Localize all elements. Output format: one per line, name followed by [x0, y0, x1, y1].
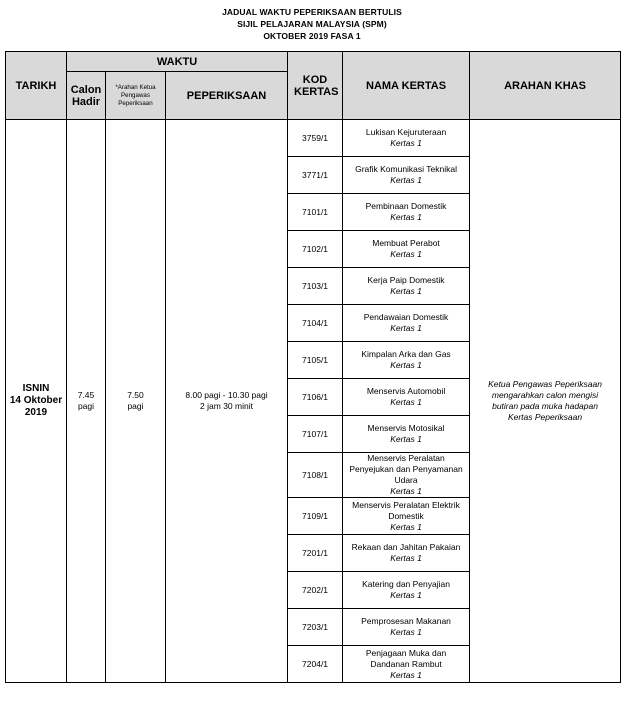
paper-name: Rekaan dan Jahitan Pakaian — [351, 542, 461, 552]
paper-name: Kimpalan Arka dan Gas — [361, 349, 451, 359]
paper-code: 7201/1 — [288, 535, 343, 572]
paper-name-cell — [343, 416, 470, 453]
paper-name-cell — [343, 305, 470, 342]
paper-number: Kertas 1 — [390, 627, 422, 637]
paper-name-cell — [343, 535, 470, 572]
paper-number: Kertas 1 — [390, 434, 422, 444]
paper-name: Menservis Motosikal — [367, 423, 445, 433]
paper-name: Pembinaan Domestik — [365, 201, 447, 211]
paper-code: 7109/1 — [288, 498, 343, 535]
paper-code: 7102/1 — [288, 231, 343, 268]
peperiksaan-cell — [166, 120, 288, 683]
paper-code: 7105/1 — [288, 342, 343, 379]
calon-hadir-cell: 7.45 pagi — [67, 120, 106, 683]
exam-day: ISNIN — [22, 383, 50, 394]
paper-number: Kertas 1 — [390, 590, 422, 600]
title-line-1: JADUAL WAKTU PEPERIKSAAN BERTULIS — [222, 7, 402, 17]
paper-name-cell — [343, 231, 470, 268]
exam-timetable — [5, 51, 621, 683]
paper-name-cell — [343, 268, 470, 305]
paper-number: Kertas 1 — [390, 521, 422, 532]
paper-code: 7108/1 — [288, 453, 343, 498]
paper-name-cell — [343, 453, 470, 498]
col-calon-hadir-header: Calon Hadir — [67, 72, 106, 120]
paper-number: Kertas 1 — [390, 286, 422, 296]
paper-name: Membuat Perabot — [372, 238, 440, 248]
col-peperiksaan-header: PEPERIKSAAN — [166, 72, 288, 120]
paper-code: 7103/1 — [288, 268, 343, 305]
title-line-2: SIJIL PELAJARAN MALAYSIA (SPM) — [237, 19, 387, 29]
paper-name: Menservis Peralatan Penyejukan dan Penyamanan Udara — [349, 453, 463, 485]
paper-code: 7104/1 — [288, 305, 343, 342]
paper-name-cell — [343, 120, 470, 157]
table-row — [6, 120, 621, 157]
paper-name-cell — [343, 646, 470, 683]
col-waktu-header: WAKTU — [67, 52, 288, 72]
paper-code: 7202/1 — [288, 572, 343, 609]
paper-name: Kerja Paip Domestik — [367, 275, 445, 285]
paper-number: Kertas 1 — [390, 249, 422, 259]
col-arahan-khas-header: ARAHAN KHAS — [470, 52, 621, 120]
paper-name: Katering dan Penyajian — [362, 579, 450, 589]
paper-name-cell — [343, 157, 470, 194]
paper-name: Penjagaan Muka dan Dandanan Rambut — [365, 647, 447, 669]
paper-name-cell — [343, 609, 470, 646]
paper-number: Kertas 1 — [390, 553, 422, 563]
paper-name: Grafik Komunikasi Teknikal — [355, 164, 457, 174]
paper-code: 7203/1 — [288, 609, 343, 646]
arahan-khas-cell: Ketua Pengawas Peperiksaan mengarahkan calon mengisi butiran pada muka hadapan Kertas Peperiksaan — [470, 120, 621, 683]
paper-name: Lukisan Kejuruteraan — [365, 127, 447, 137]
paper-number: Kertas 1 — [390, 486, 422, 496]
col-tarikh-header: TARIKH — [6, 52, 67, 120]
exam-date: 14 Oktober 2019 — [9, 395, 63, 418]
paper-number: Kertas 1 — [390, 138, 422, 148]
paper-number: Kertas 1 — [390, 323, 422, 333]
paper-name: Menservis Automobil — [366, 386, 446, 396]
paper-code: 7204/1 — [288, 646, 343, 683]
title-line-3: OKTOBER 2019 FASA 1 — [263, 31, 361, 41]
col-kod-header: KOD KERTAS — [288, 52, 343, 120]
document-header — [0, 0, 624, 42]
col-arahan-ketua-header: *Arahan Ketua Pengawas Peperiksaan — [106, 72, 166, 120]
exam-time: 8.00 pagi - 10.30 pagi — [185, 390, 268, 400]
paper-code: 3771/1 — [288, 157, 343, 194]
paper-code: 7106/1 — [288, 379, 343, 416]
exam-duration: 2 jam 30 minit — [200, 401, 253, 411]
paper-number: Kertas 1 — [390, 360, 422, 370]
paper-code: 7107/1 — [288, 416, 343, 453]
paper-number: Kertas 1 — [390, 669, 422, 680]
paper-code: 7101/1 — [288, 194, 343, 231]
paper-name-cell — [343, 572, 470, 609]
paper-name: Pendawaian Domestik — [363, 312, 449, 322]
paper-number: Kertas 1 — [390, 212, 422, 222]
paper-name-cell — [343, 498, 470, 535]
paper-name-cell — [343, 194, 470, 231]
arahan-ketua-cell: 7.50 pagi — [106, 120, 166, 683]
paper-name-cell — [343, 342, 470, 379]
timetable-body — [6, 120, 621, 683]
paper-name: Pemprosesan Makanan — [361, 616, 451, 626]
paper-code: 3759/1 — [288, 120, 343, 157]
paper-number: Kertas 1 — [390, 397, 422, 407]
paper-number: Kertas 1 — [390, 175, 422, 185]
tarikh-cell — [6, 120, 67, 683]
paper-name-cell — [343, 379, 470, 416]
col-nama-header: NAMA KERTAS — [343, 52, 470, 120]
paper-name: Menservis Peralatan Elektrik Domestik — [352, 499, 460, 521]
